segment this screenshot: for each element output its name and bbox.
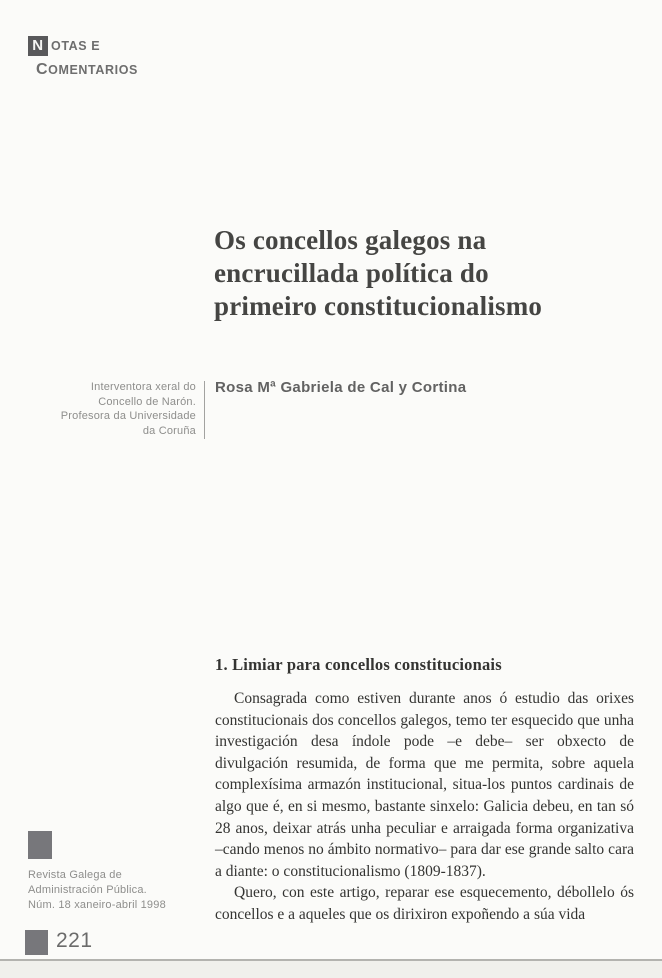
article-title-line: Os concellos galegos na (214, 225, 487, 255)
article-body (215, 688, 634, 926)
section-heading: 1. Limiar para concellos constitucionais (215, 655, 502, 674)
imprint-square-icon (28, 831, 52, 859)
page-number-square-icon (25, 930, 48, 955)
banner-line-2-text: OMENTARIOS (48, 62, 138, 77)
banner-line-1-text: OTAS E (51, 38, 101, 53)
journal-imprint (28, 868, 166, 913)
article-title (214, 224, 542, 323)
author-name: Rosa Mª Gabriela de Cal y Cortina (215, 379, 467, 396)
imprint-line: Revista Galega de (28, 869, 122, 881)
author-affiliation (30, 380, 196, 438)
banner-line-2-initial: C (36, 60, 49, 78)
affiliation-line: da Coruña (142, 424, 196, 437)
imprint-line: Administración Pública. (28, 884, 147, 896)
affiliation-line: Interventora xeral do (90, 381, 196, 393)
imprint-line: Núm. 18 xaneiro-abril 1998 (28, 899, 166, 911)
page-number: 221 (56, 929, 93, 952)
body-paragraph: Consagrada como estiven durante anos ó estudio das orixes constitucionais dos concellos galegos, temo ter esquecido que unha investigación desa índole pode –e debe– ser obxecto de divulgación resumida, de forma que me permita, sobre aquela complexísima armazón institucional, situa-los puntos cardinais de algo que é, en si mesmo, bastante sinxelo: Galicia debeu, en tan só 28 anos, deixar atrás unha peculiar e arraigada forma organizativa –cando menos no ámbito normativo– para dar ese grande salto cara a diante: o constitucionalismo (1809-1837). (215, 690, 634, 880)
author-divider-line (204, 381, 205, 439)
affiliation-line: Concello de Narón. (98, 395, 196, 408)
scan-bottom-band (0, 961, 662, 978)
banner-line-2 (36, 59, 138, 80)
affiliation-line: Profesora da Universidade (60, 410, 196, 422)
banner-line-1 (28, 35, 138, 56)
section-banner (28, 35, 138, 80)
article-title-line: encrucillada política do (214, 258, 489, 288)
article-title-line: primeiro constitucionalismo (214, 291, 543, 321)
initial-letter-square: N (28, 36, 48, 56)
body-paragraph: Quero, con este artigo, reparar ese esquecemento, débollelo ós concellos e a aqueles que os dirixiron expoñendo a súa vida (215, 884, 634, 923)
